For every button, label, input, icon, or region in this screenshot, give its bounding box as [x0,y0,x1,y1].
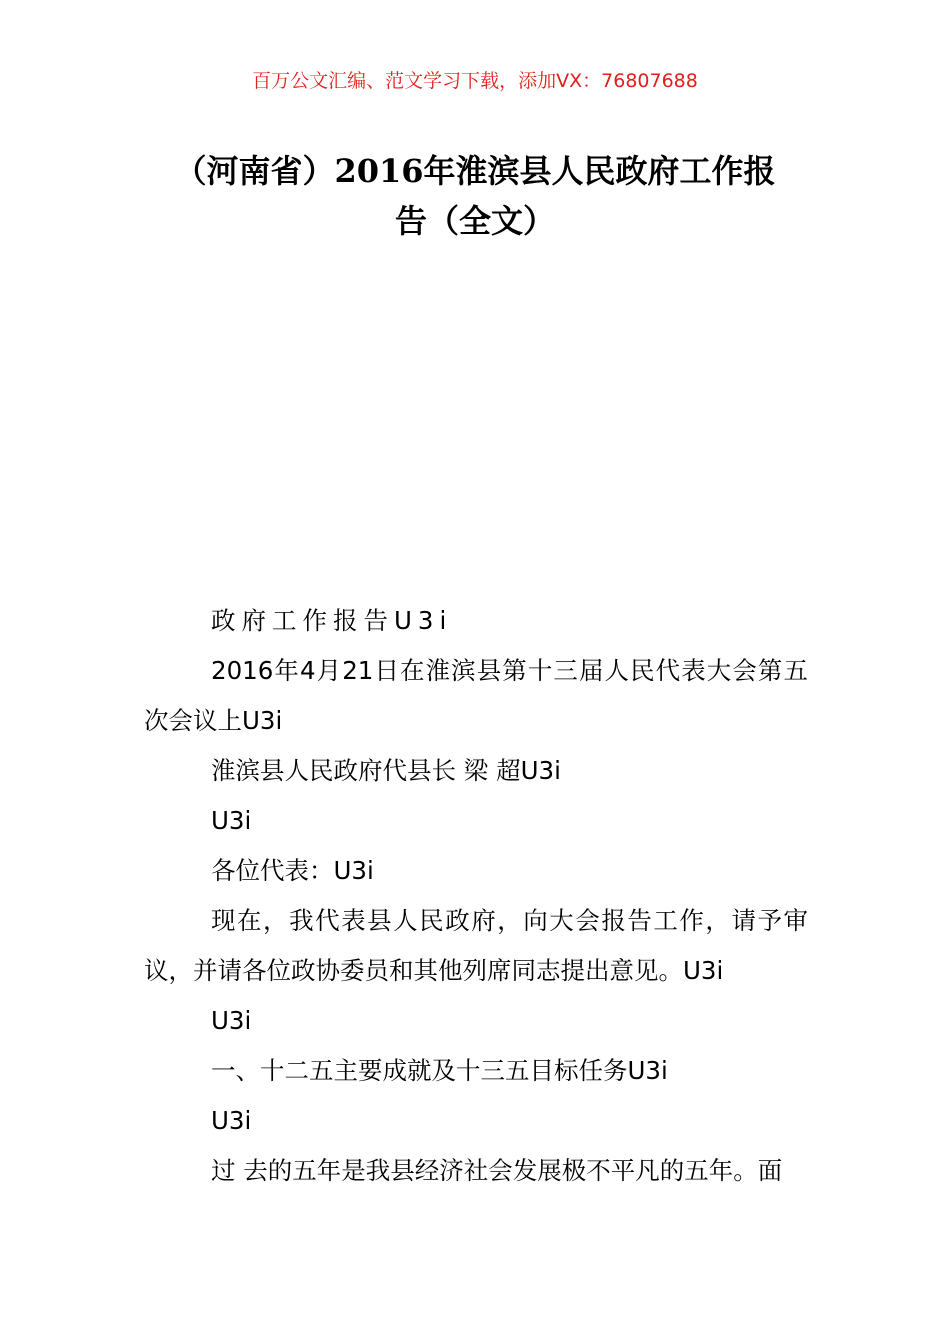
document-title-line-1: （河南省）2016年淮滨县人民政府工作报 [174,152,776,190]
paragraph-salutation: 各位代表：U3i [211,856,374,885]
paragraph-marker: U3i [211,1006,252,1035]
paragraph-report-heading: 政府工作报告U3i [211,606,453,635]
header-watermark-note: 百万公文汇编、范文学习下载，添加VX：76807688 [252,70,698,92]
paragraph-marker: U3i [211,806,252,835]
paragraph-opening: 现在，我代表县人民政府，向大会报告工作，请予审议，并请各位政协委员和其他列席同志提出意见。U3i [144,906,808,985]
document-title [140,146,810,246]
paragraph-body-start: 过 去的五年是我县经济社会发展极不平凡的五年。面 [211,1156,783,1185]
document-title-line-2: 告（全文） [394,202,555,240]
paragraph-meeting-info: 2016年4月21日在淮滨县第十三届人民代表大会第五次会议上U3i [144,656,808,735]
paragraph-section-heading: 一、十二五主要成就及十三五目标任务U3i [211,1056,668,1085]
paragraph-speaker: 淮滨县人民政府代县长 梁 超U3i [211,756,561,785]
document-body [144,596,808,1196]
paragraph-marker: U3i [211,1106,252,1135]
